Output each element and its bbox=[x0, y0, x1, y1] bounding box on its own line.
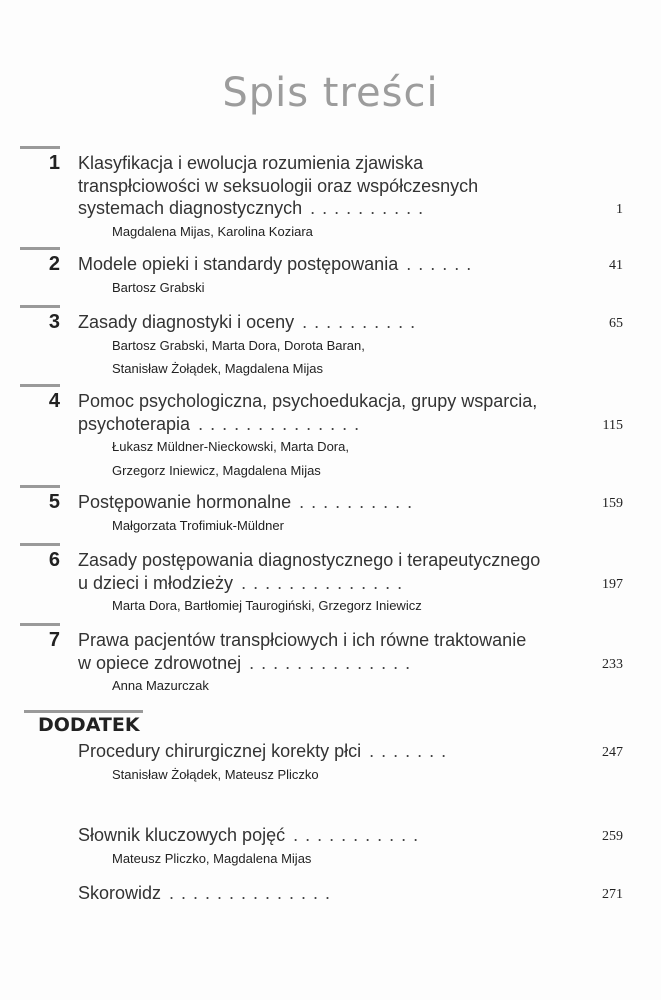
chapter-number: 6 bbox=[20, 549, 60, 571]
chapter-number: 4 bbox=[20, 390, 60, 412]
entry-title-line: transpłciowości w seksuologii oraz współczesnych bbox=[78, 175, 479, 196]
page-number: 65 bbox=[609, 316, 623, 331]
page-number: 115 bbox=[602, 417, 623, 433]
entry-title-line: Modele opieki i standardy postępowania bbox=[78, 254, 399, 274]
entry-authors: Stanisław Żołądek, Mateusz Pliczko bbox=[112, 766, 319, 782]
dot-leader: ....... bbox=[369, 741, 454, 761]
entry-title-line: Pomoc psychologiczna, psychoedukacja, grupy wsparcia, bbox=[78, 391, 538, 411]
dot-leader: ........... bbox=[293, 825, 426, 845]
entry-authors: Mateusz Pliczko, Magdalena Mijas bbox=[112, 850, 312, 866]
chapter-number: 2 bbox=[20, 253, 60, 275]
entry-authors: Anna Mazurczak bbox=[112, 678, 209, 693]
dot-leader: .......... bbox=[299, 492, 420, 512]
appendix-heading: DODATEK bbox=[24, 714, 143, 736]
page-number: 271 bbox=[602, 887, 623, 902]
dot-leader: ...... bbox=[406, 254, 479, 274]
entry-title-line: u dzieci i młodzieży bbox=[78, 572, 234, 593]
entry-title-line: Prawa pacjentów transpłciowych i ich równe traktowanie bbox=[78, 630, 527, 650]
page-number: 41 bbox=[609, 258, 623, 273]
entry-authors: Małgorzata Trofimiuk-Müldner bbox=[112, 517, 284, 533]
entry-title-line: w opiece zdrowotnej bbox=[78, 652, 242, 673]
chapter-number: 7 bbox=[20, 629, 60, 651]
page-number: 247 bbox=[602, 745, 623, 760]
entry-authors: Łukasz Müldner-Nieckowski, Marta Dora, bbox=[112, 439, 349, 454]
entry-title-line: Zasady diagnostyki i oceny bbox=[78, 312, 295, 332]
chapter-number: 5 bbox=[20, 491, 60, 513]
page-title: Spis treści bbox=[222, 70, 439, 116]
entry-title-line: Słownik kluczowych pojęć bbox=[78, 825, 286, 845]
entry-authors: Grzegorz Iniewicz, Magdalena Mijas bbox=[112, 462, 321, 478]
chapter-number: 3 bbox=[20, 311, 60, 333]
entry-title-line: Procedury chirurgicznej korekty płci bbox=[78, 741, 362, 761]
entry-authors: Bartosz Grabski bbox=[112, 279, 205, 295]
entry-authors: Stanisław Żołądek, Magdalena Mijas bbox=[112, 361, 323, 376]
entry-title-line: psychoterapia bbox=[78, 413, 191, 434]
page-number: 233 bbox=[602, 656, 623, 672]
page-number: 259 bbox=[602, 829, 623, 844]
page-number: 197 bbox=[602, 576, 623, 592]
entry-title-line: systemach diagnostycznych bbox=[78, 198, 303, 218]
dot-leader: .............. bbox=[241, 572, 410, 593]
chapter-number: 1 bbox=[20, 152, 60, 174]
entry-title-line: Klasyfikacja i ewolucja rozumienia zjawiska bbox=[78, 153, 424, 173]
dot-leader: .............. bbox=[249, 652, 418, 673]
dot-leader: .............. bbox=[169, 883, 338, 903]
page-number: 159 bbox=[602, 496, 623, 511]
entry-title-line: Postępowanie hormonalne bbox=[78, 492, 292, 512]
dot-leader: .............. bbox=[198, 413, 367, 434]
entry-title-line: Zasady postępowania diagnostycznego i terapeutycznego bbox=[78, 550, 541, 570]
dot-leader: .......... bbox=[310, 198, 431, 218]
entry-authors: Magdalena Mijas, Karolina Koziara bbox=[112, 223, 313, 239]
dot-leader: .......... bbox=[302, 312, 423, 332]
entry-authors: Marta Dora, Bartłomiej Taurogiński, Grzegorz Iniewicz bbox=[112, 598, 422, 613]
entry-authors: Bartosz Grabski, Marta Dora, Dorota Baran, bbox=[112, 337, 365, 353]
page-number: 1 bbox=[616, 202, 623, 217]
entry-title-line: Skorowidz bbox=[78, 883, 162, 903]
